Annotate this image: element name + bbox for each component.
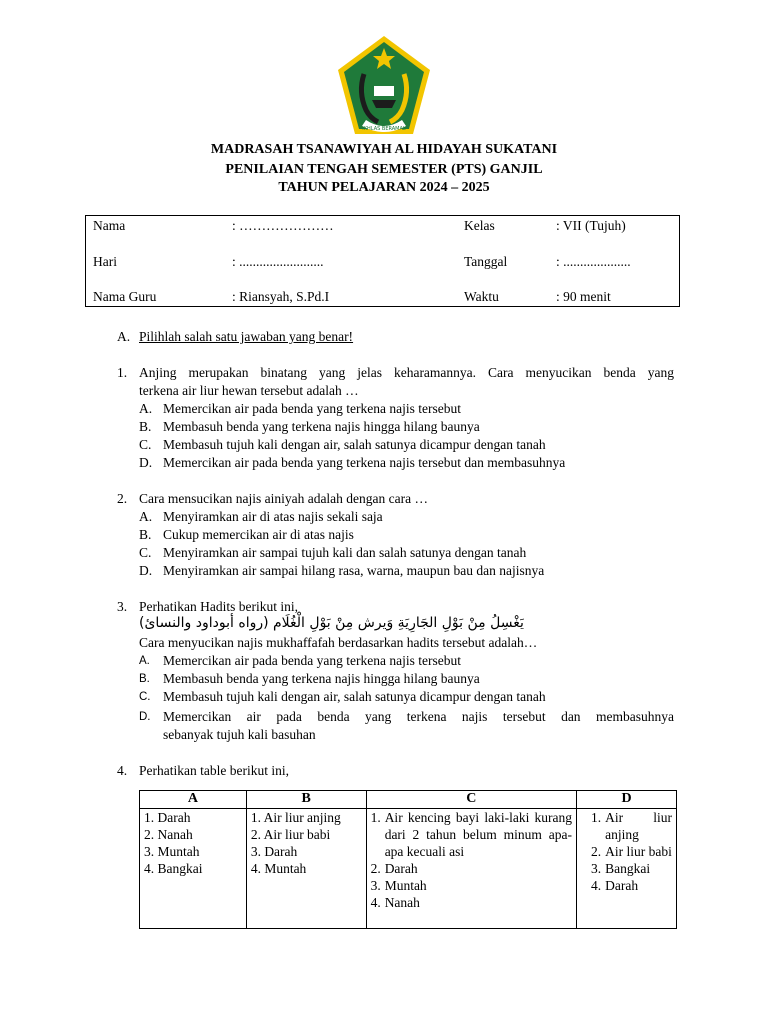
col-d-item-number: 2. bbox=[591, 844, 602, 859]
col-c-item-number: 3. bbox=[370, 878, 381, 893]
kelas-label: Kelas bbox=[464, 218, 495, 233]
q3-option-d[interactable]: Memercikan air pada benda yang terkena najis tersebut dan membasuhnya bbox=[163, 709, 674, 724]
col-c-item bbox=[371, 877, 572, 894]
col-b-item: 3. Darah bbox=[250, 844, 298, 859]
col-b-item: 2. Air liur babi bbox=[250, 827, 331, 842]
col-c-item bbox=[371, 809, 572, 860]
col-d-item bbox=[581, 843, 672, 860]
q2-option-b[interactable]: Cukup memercikan air di atas najis bbox=[163, 527, 354, 542]
col-d-item bbox=[581, 860, 672, 877]
q2-option-c[interactable]: Menyiramkan air sampai tujuh kali dan salah satunya dengan tanah bbox=[163, 545, 527, 560]
col-c-item-text: Air kencing bayi laki-laki kurang dari 2 tahun belum minum apa-apa kecuali asi bbox=[384, 810, 573, 859]
kelas-value: : VII (Tujuh) bbox=[556, 218, 626, 233]
q3-option-d-line2: sebanyak tujuh kali basuhan bbox=[163, 727, 316, 742]
exam-title: PENILAIAN TENGAH SEMESTER (PTS) GANJIL bbox=[225, 162, 543, 177]
q2-option-b-letter: B. bbox=[139, 527, 152, 542]
section-letter: A. bbox=[117, 329, 131, 344]
q3-option-b[interactable]: Membasuh benda yang terkena najis hingga hilang baunya bbox=[163, 671, 480, 686]
book-stand-icon bbox=[372, 100, 396, 108]
q1-number: 1. bbox=[117, 365, 128, 380]
col-d-item-number: 1. bbox=[591, 810, 602, 825]
q1-option-d[interactable]: Memercikan air pada benda yang terkena najis tersebut dan membasuhnya bbox=[163, 455, 566, 470]
col-d-item bbox=[581, 877, 672, 894]
waktu-value: : 90 menit bbox=[556, 289, 611, 304]
table-col-c bbox=[366, 809, 576, 929]
guru-label: Nama Guru bbox=[93, 289, 157, 304]
q3-text-line1: Perhatikan Hadits berikut ini, bbox=[139, 599, 298, 614]
col-a-item: 1. Darah bbox=[144, 810, 191, 825]
q2-text: Cara mensucikan najis ainiyah adalah dengan cara … bbox=[139, 491, 429, 506]
hari-field[interactable]: : ......................... bbox=[232, 254, 324, 269]
col-d-item-text: Bangkai bbox=[605, 861, 651, 876]
q2-option-d[interactable]: Menyiramkan air sampai hilang rasa, warna, maupun bau dan najisnya bbox=[163, 563, 545, 578]
col-c-item-text: Darah bbox=[384, 861, 418, 876]
col-c-item bbox=[371, 860, 572, 877]
tanggal-label: Tanggal bbox=[464, 254, 508, 269]
q2-option-a-letter: A. bbox=[139, 509, 153, 524]
q4-text: Perhatikan table berikut ini, bbox=[139, 763, 289, 778]
col-b-item: 1. Air liur anjing bbox=[250, 810, 341, 825]
q1-option-b[interactable]: Membasuh benda yang terkena najis hingga hilang baunya bbox=[163, 419, 480, 434]
q3-option-a[interactable]: Memercikan air pada benda yang terkena najis tersebut bbox=[163, 653, 461, 668]
q1-option-b-letter: B. bbox=[139, 419, 152, 434]
col-d-item-text: Air liur anjing bbox=[605, 810, 672, 842]
hari-label: Hari bbox=[93, 254, 117, 269]
q1-option-a[interactable]: Memercikan air pada benda yang terkena najis tersebut bbox=[163, 401, 461, 416]
col-c-item-number: 2. bbox=[370, 861, 381, 876]
col-c-item-number: 4. bbox=[370, 895, 381, 910]
col-a-item: 2. Nanah bbox=[144, 827, 193, 842]
q3-hadith-arabic: يَغْسِلُ مِنْ بَوْلِ الجَارِيَةِ وَيرش مِنْ بَوْلِ الْغُلَام (رواه أبوداود والنسائ) bbox=[139, 615, 524, 631]
col-d-item-number: 3. bbox=[591, 861, 602, 876]
q3-number: 3. bbox=[117, 599, 128, 614]
table-col-a bbox=[140, 809, 247, 929]
q2-option-d-letter: D. bbox=[139, 563, 153, 578]
col-d-item bbox=[581, 809, 672, 843]
col-c-item bbox=[371, 894, 572, 911]
q2-option-c-letter: C. bbox=[139, 545, 152, 560]
student-info-box bbox=[85, 215, 680, 307]
q4-options-table bbox=[139, 790, 677, 929]
q3-option-c-letter: C. bbox=[139, 691, 151, 703]
book-icon bbox=[374, 86, 394, 96]
q3-option-c[interactable]: Membasuh tujuh kali dengan air, salah satunya dicampur dengan tanah bbox=[163, 689, 546, 704]
table-header-b[interactable]: B bbox=[246, 791, 366, 809]
col-a-item: 3. Muntah bbox=[144, 844, 200, 859]
q1-option-c-letter: C. bbox=[139, 437, 152, 452]
table-header-c[interactable]: C bbox=[366, 791, 576, 809]
col-c-item-text: Muntah bbox=[384, 878, 427, 893]
col-d-item-text: Darah bbox=[605, 878, 639, 893]
q4-number: 4. bbox=[117, 763, 128, 778]
col-c-item-number: 1. bbox=[370, 810, 381, 825]
col-a-item: 4. Bangkai bbox=[144, 861, 203, 876]
academic-year: TAHUN PELAJARAN 2024 – 2025 bbox=[278, 180, 490, 195]
guru-value: : Riansyah, S.Pd.I bbox=[232, 289, 330, 304]
q1-option-d-letter: D. bbox=[139, 455, 153, 470]
tanggal-field[interactable]: : .................... bbox=[556, 254, 631, 269]
col-d-item-number: 4. bbox=[591, 878, 602, 893]
nama-label: Nama bbox=[93, 218, 126, 233]
section-instruction: Pilihlah salah satu jawaban yang benar! bbox=[139, 329, 354, 344]
table-header-a[interactable]: A bbox=[140, 791, 247, 809]
q3-option-b-letter: B. bbox=[139, 673, 150, 685]
logo-motto: IKHLAS BERAMAL bbox=[362, 126, 406, 132]
school-name: MADRASAH TSANAWIYAH AL HIDAYAH SUKATANI bbox=[210, 142, 558, 157]
q3-option-a-letter: A. bbox=[139, 655, 150, 667]
q1-text-line1: Anjing merupakan binatang yang jelas keharamannya. Cara menyucikan benda yang bbox=[139, 365, 674, 380]
table-col-b bbox=[246, 809, 366, 929]
col-c-item-text: Nanah bbox=[384, 895, 420, 910]
q1-text-line2: terkena air liur hewan tersebut adalah … bbox=[139, 383, 359, 398]
table-col-d bbox=[577, 809, 677, 929]
col-b-item: 4. Muntah bbox=[250, 861, 307, 876]
q2-number: 2. bbox=[117, 491, 128, 506]
q1-option-c[interactable]: Membasuh tujuh kali dengan air, salah satunya dicampur dengan tanah bbox=[163, 437, 546, 452]
waktu-label: Waktu bbox=[464, 289, 499, 304]
table-header-d[interactable]: D bbox=[577, 791, 677, 809]
ministry-emblem-logo bbox=[336, 34, 432, 138]
nama-field[interactable]: : ………………… bbox=[232, 218, 334, 233]
q1-option-a-letter: A. bbox=[139, 401, 153, 416]
q3-option-d-letter: D. bbox=[139, 711, 151, 723]
col-d-item-text: Air liur babi bbox=[605, 844, 672, 859]
q3-text-line2: Cara menyucikan najis mukhaffafah berdasarkan hadits tersebut adalah… bbox=[139, 635, 538, 650]
q2-option-a[interactable]: Menyiramkan air di atas najis sekali saja bbox=[163, 509, 383, 524]
